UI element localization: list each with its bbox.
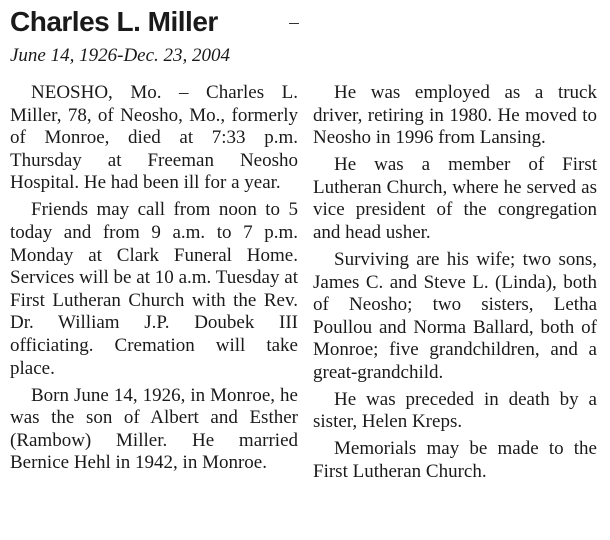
print-dash-mark: [289, 23, 299, 24]
obituary-name-heading: Charles L. Miller: [10, 6, 218, 37]
paragraph-memorials: Memorials may be made to the First Lutheran Church.: [313, 438, 597, 483]
text-column-right: [313, 82, 597, 488]
paragraph-church-membership: He was a member of First Lutheran Church, where he served as vice president of the congregation and head usher.: [313, 154, 597, 243]
paragraph-preceded-in-death: He was preceded in death by a sister, Helen Kreps.: [313, 388, 597, 433]
paragraph-survivors: Surviving are his wife; two sons, James C. and Steve L. (Linda), both of Neosho; two sisters, Letha Poullou and Norma Ballard, both of Monroe; five grandchildren, and a great-grandchild.: [313, 248, 597, 383]
text-column-left: [10, 82, 298, 479]
life-dates: June 14, 1926-Dec. 23, 2004: [10, 45, 231, 66]
paragraph-employment: He was employed as a truck driver, retiring in 1980. He moved to Neosho in 1996 from Lansing.: [313, 82, 597, 149]
paragraph-death-notice: NEOSHO, Mo. – Charles L. Miller, 78, of Neosho, Mo., formerly of Monroe, died at 7:33 p.m. Thursday at Freeman Neosho Hospital. He had been ill for a year.: [10, 82, 298, 194]
paragraph-services: Friends may call from noon to 5 today and from 9 a.m. to 7 p.m. Monday at Clark Funeral Home. Services will be at 10 a.m. Tuesday at First Lutheran Church with the Rev. Dr. William J.P. Doubek III officiating. Cremation will take place.: [10, 199, 298, 379]
paragraph-birth-marriage: Born June 14, 1926, in Monroe, he was the son of Albert and Esther (Rambow) Miller. He married Bernice Hehl in 1942, in Monroe.: [10, 384, 298, 474]
